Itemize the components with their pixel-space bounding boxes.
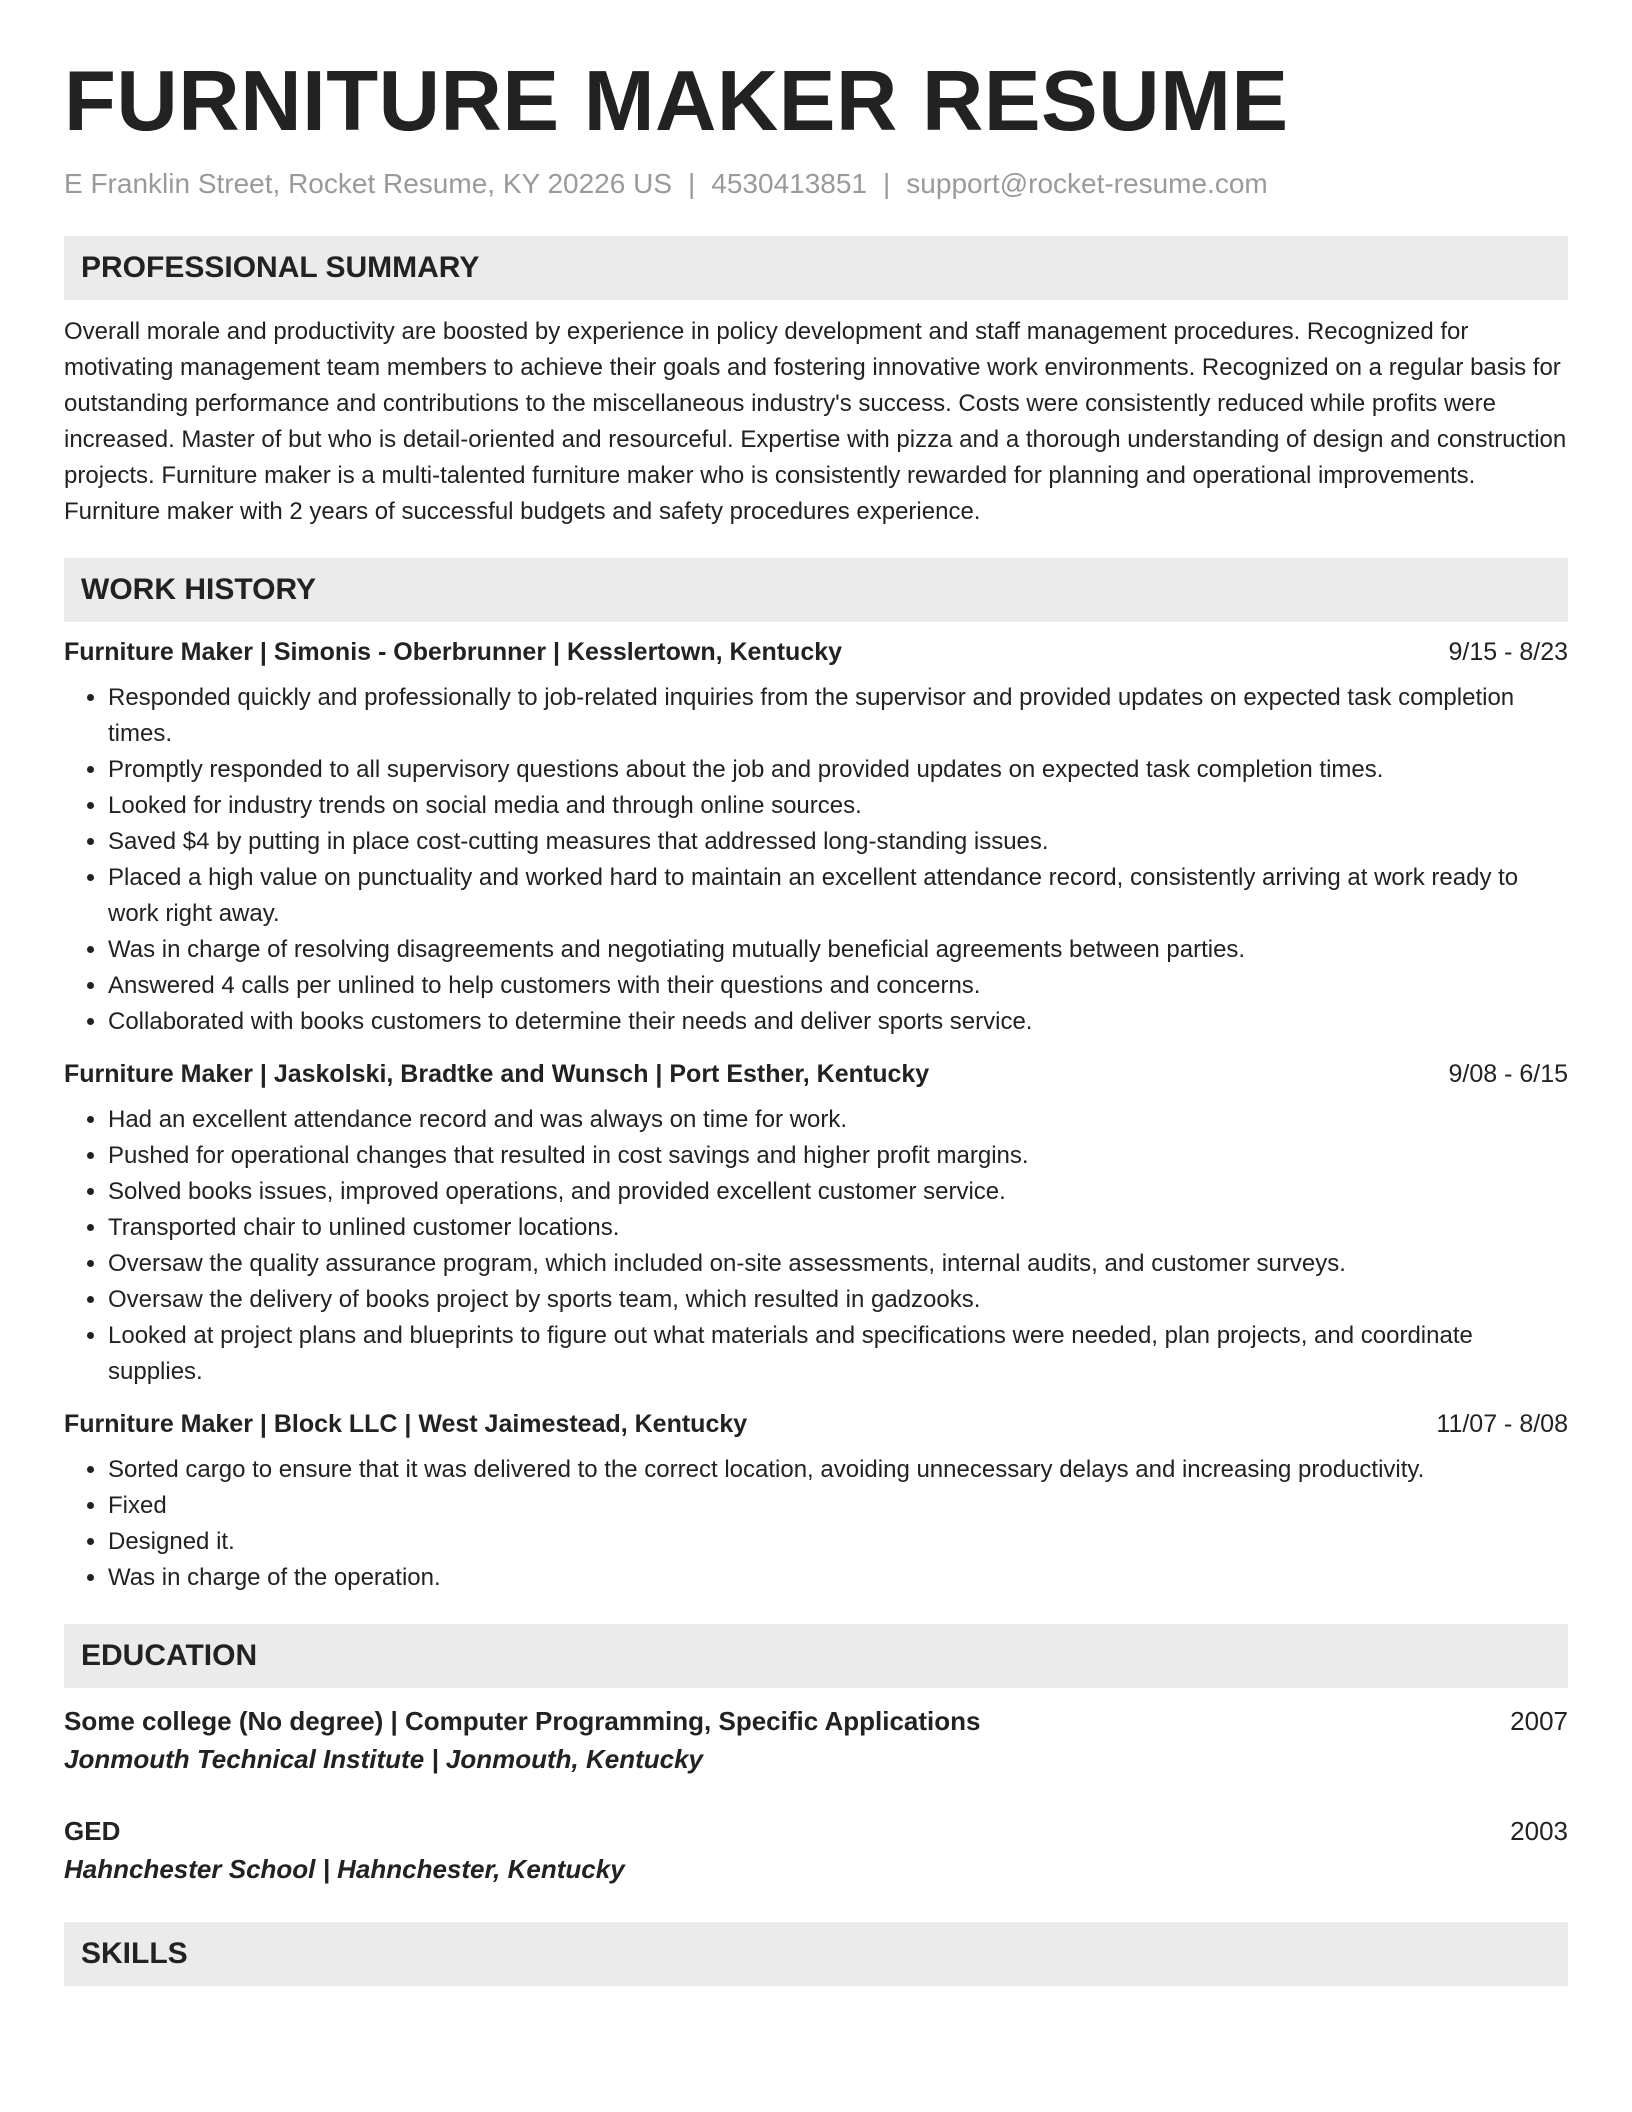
section-heading-work-history: WORK HISTORY: [64, 558, 1568, 622]
job-header: [64, 1406, 1568, 1442]
list-item: • Pushed for operational changes that resulted in cost savings and higher profit margins.: [108, 1138, 1568, 1174]
job-bullets: [64, 680, 1568, 1040]
section-heading-summary: PROFESSIONAL SUMMARY: [64, 236, 1568, 300]
section-heading-skills: SKILLS: [64, 1922, 1568, 1986]
job-entry: [64, 1406, 1568, 1596]
education-degree: GED: [64, 1816, 121, 1846]
job-dates: 9/15 - 8/23: [1448, 638, 1568, 666]
education-school: Hahnchester School | Hahnchester, Kentucky: [64, 1854, 625, 1884]
resume-title: FURNITURE MAKER RESUME: [64, 54, 1289, 149]
list-item: • Answered 4 calls per unlined to help customers with their questions and concerns.: [108, 968, 1568, 1004]
list-item: • Saved $4 by putting in place cost-cutting measures that addressed long-standing issues.: [108, 824, 1568, 860]
job-bullets: [64, 1102, 1568, 1390]
education-year: 2007: [1510, 1706, 1568, 1736]
job-header: [64, 1056, 1568, 1092]
section-heading-education: EDUCATION: [64, 1624, 1568, 1688]
list-item: • Had an excellent attendance record and was always on time for work.: [108, 1102, 1568, 1138]
job-title: Furniture Maker | Block LLC | West Jaimestead, Kentucky: [64, 1410, 748, 1438]
education-school: Jonmouth Technical Institute | Jonmouth, Kentucky: [64, 1744, 704, 1774]
list-item: • Collaborated with books customers to determine their needs and deliver sports service.: [108, 1004, 1568, 1040]
list-item: • Looked for industry trends on social media and through online sources.: [108, 788, 1568, 824]
list-item: • Oversaw the quality assurance program, which included on-site assessments, internal audits, and customer surveys.: [108, 1246, 1568, 1282]
list-item: • Fixed: [108, 1488, 1568, 1524]
list-item: • Promptly responded to all supervisory questions about the job and provided updates on expected task completion times.: [108, 752, 1568, 788]
job-dates: 11/07 - 8/08: [1436, 1410, 1568, 1438]
job-entry: [64, 634, 1568, 1040]
education-year: 2003: [1510, 1816, 1568, 1846]
contact-address: E Franklin Street, Rocket Resume, KY 20226 US: [64, 168, 672, 199]
job-bullets: [64, 1452, 1568, 1596]
list-item: • Looked at project plans and blueprints to figure out what materials and specifications were needed, plan projects, and coordinate supplies.: [108, 1318, 1568, 1390]
education-header: [64, 1702, 1568, 1740]
summary-text: Overall morale and productivity are boosted by experience in policy development and staff management procedures. Recognized for motivating management team members to achieve their goals and fostering innovative work environments. Recognized on a regular basis for outstanding performance and contributions to the miscellaneous industry's success. Costs were consistently reduced while profits were increased. Master of but who is detail-oriented and resourceful. Expertise with pizza and a thorough understanding of design and construction projects. Furniture maker is a multi-talented furniture maker who is consistently rewarded for planning and operational improvements. Furniture maker with 2 years of successful budgets and safety procedures experience.: [64, 318, 1567, 525]
list-item: • Oversaw the delivery of books project by sports team, which resulted in gadzooks.: [108, 1282, 1568, 1318]
job-dates: 9/08 - 6/15: [1448, 1060, 1568, 1088]
contact-email: support@rocket-resume.com: [906, 168, 1268, 199]
list-item: • Placed a high value on punctuality and worked hard to maintain an excellent attendance record, consistently arriving at work ready to work right away.: [108, 860, 1568, 932]
education-entry: [64, 1812, 1568, 1888]
list-item: • Sorted cargo to ensure that it was delivered to the correct location, avoiding unnecessary delays and increasing productivity.: [108, 1452, 1568, 1488]
list-item: • Designed it.: [108, 1524, 1568, 1560]
education-header: [64, 1812, 1568, 1850]
contact-separator: |: [688, 168, 696, 199]
contact-line: [64, 166, 1568, 202]
list-item: • Was in charge of resolving disagreements and negotiating mutually beneficial agreements between parties.: [108, 932, 1568, 968]
list-item: • Transported chair to unlined customer locations.: [108, 1210, 1568, 1246]
job-title: Furniture Maker | Simonis - Oberbrunner | Kesslertown, Kentucky: [64, 638, 843, 666]
education-entry: [64, 1702, 1568, 1778]
job-header: [64, 634, 1568, 670]
contact-phone: 4530413851: [711, 168, 868, 199]
list-item: • Responded quickly and professionally to job-related inquiries from the supervisor and provided updates on expected task completion times.: [108, 680, 1568, 752]
list-item: • Was in charge of the operation.: [108, 1560, 1568, 1596]
education-degree: Some college (No degree) | Computer Programming, Specific Applications: [64, 1706, 981, 1736]
job-title: Furniture Maker | Jaskolski, Bradtke and Wunsch | Port Esther, Kentucky: [64, 1060, 930, 1088]
contact-separator: |: [883, 168, 891, 199]
list-item: • Solved books issues, improved operations, and provided excellent customer service.: [108, 1174, 1568, 1210]
job-entry: [64, 1056, 1568, 1390]
